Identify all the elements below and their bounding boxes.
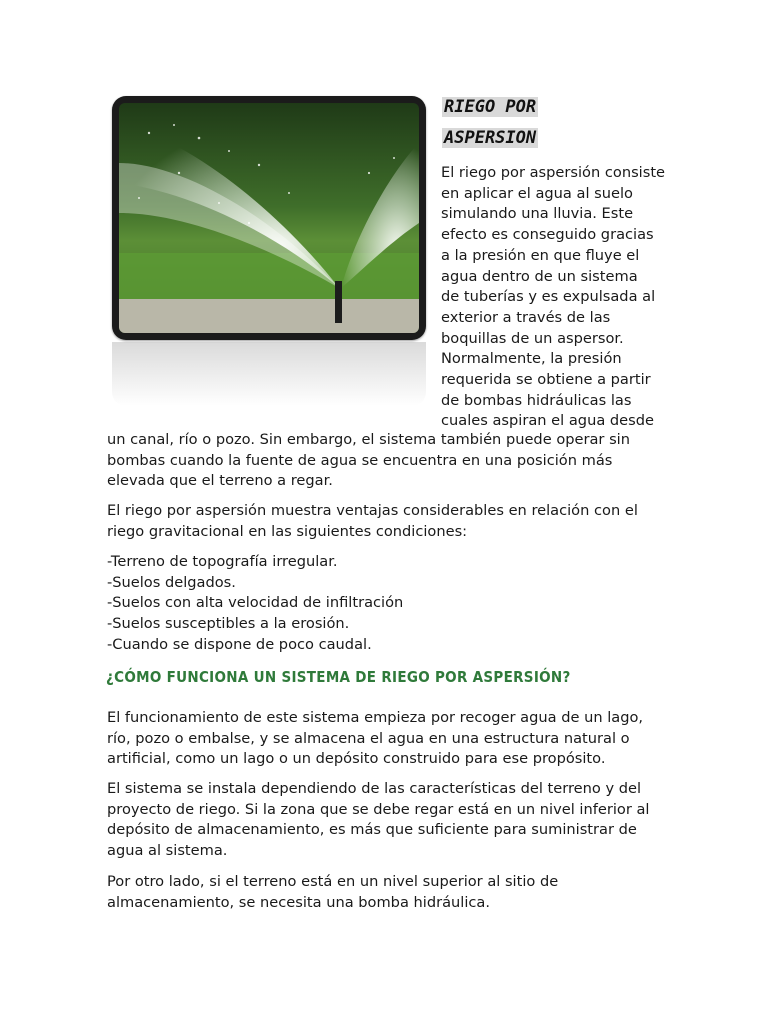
text-line: boquillas de un aspersor. xyxy=(441,329,624,347)
conditions-list xyxy=(107,552,667,656)
intro-paragraph-continued xyxy=(107,430,667,492)
article-title xyxy=(442,92,572,154)
title-line-2: ASPERSION xyxy=(444,128,537,148)
list-item: -Suelos delgados. xyxy=(107,573,236,591)
text-line: en aplicar el agua al suelo xyxy=(441,184,633,202)
text-line: de bombas hidráulicas las xyxy=(441,391,632,409)
list-item: -Suelos susceptibles a la erosión. xyxy=(107,615,350,633)
photo-reflection xyxy=(112,342,426,406)
text-line: efecto es conseguido gracias xyxy=(441,226,654,244)
list-item: -Cuando se dispone de poco caudal. xyxy=(107,635,372,653)
text-line: requerida se obtiene a partir xyxy=(441,371,651,389)
photo-frame xyxy=(112,96,426,340)
section-paragraph-3: Por otro lado, si el terreno está en un nivel superior al sitio de almacenamiento, se necesita una bomba hidráulica. xyxy=(107,873,559,911)
section-paragraph-2: El sistema se instala dependiendo de las características del terreno y del proyecto de riego. Si la zona que se debe regar está en un nivel inferior al depósito de almacenamiento, es más que suficiente para suministrar de agua al sistema. xyxy=(107,780,650,860)
section-heading: ¿CÓMO FUNCIONA UN SISTEMA DE RIEGO POR ASPERSIÓN? xyxy=(106,668,571,686)
text-line: de tuberías y es expulsada al xyxy=(441,288,656,306)
text-line: elevada que el terreno a regar. xyxy=(107,472,333,490)
text-line: El riego por aspersión consiste xyxy=(441,164,666,181)
text-line: bombas cuando la fuente de agua se encuentra en una posición más xyxy=(107,451,613,469)
sprinkler-illustration xyxy=(119,103,419,333)
intro-paragraph-side xyxy=(441,163,666,432)
sprinkler-photo xyxy=(112,96,426,340)
text-line: a la presión en que fluye el xyxy=(441,246,640,264)
text-line: un canal, río o pozo. Sin embargo, el sistema también puede operar sin xyxy=(107,431,630,448)
list-item: -Suelos con alta velocidad de infiltración xyxy=(107,594,404,612)
list-item: -Terreno de topografía irregular. xyxy=(107,553,338,570)
text-line: Normalmente, la presión xyxy=(441,350,622,368)
section-paragraph-1: El funcionamiento de este sistema empieza por recoger agua de un lago, río, pozo o embalse, y se almacena el agua en una estructura natural o artificial, como un lago o un depósito construido para ese propósito. xyxy=(107,709,644,768)
text-line: simulando una lluvia. Este xyxy=(441,205,634,223)
text-line: exterior a través de las xyxy=(441,308,611,326)
text-line: cuales aspiran el agua desde xyxy=(441,412,654,430)
title-line-1: RIEGO POR xyxy=(444,97,537,117)
advantages-paragraph: El riego por aspersión muestra ventajas considerables en relación con el riego gravitacional en las siguientes condiciones: xyxy=(107,502,638,540)
text-line: agua dentro de un sistema xyxy=(441,267,638,285)
